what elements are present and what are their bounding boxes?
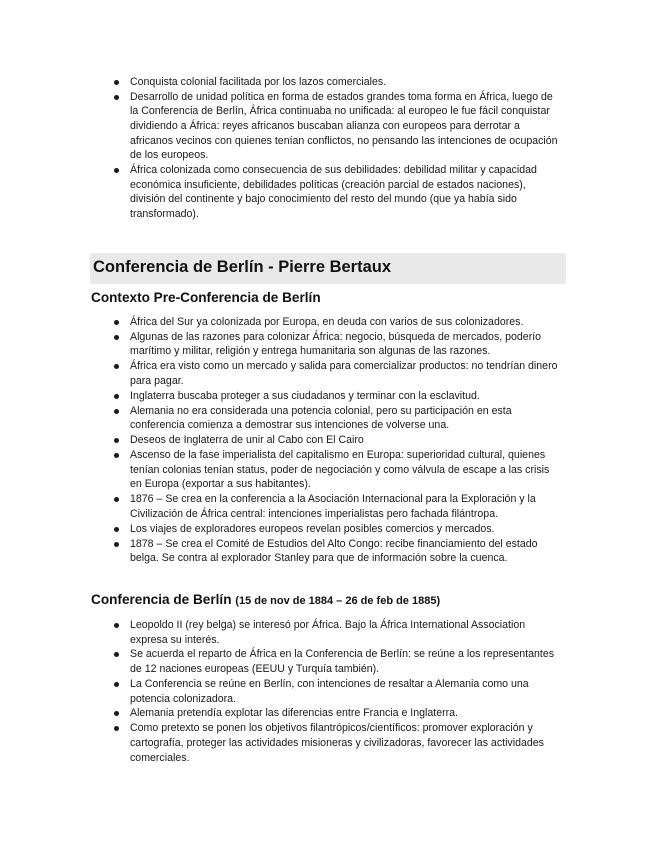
list-item: Alemania no era considerada una potencia colonial, pero su participación en esta conferencia comienza a demostrar sus intenciones de volverse una. xyxy=(0,404,655,433)
list-item: Leopoldo II (rey belga) se interesó por África. Bajo la África International Association expresa su interés. xyxy=(0,618,655,647)
list-item: África colonizada como consecuencia de sus debilidades: debilidad militar y capacidad económica insuficiente, debilidades políticas (creación parcial de estados naciones), división del continente y bajo conocimiento del resto del mundo (que ya había sido transformado). xyxy=(0,163,655,221)
list-item: Ascenso de la fase imperialista del capitalismo en Europa: superioridad cultural, quienes tenían colonias tenían status, poder de negociación y como válvula de escape a las crisis en Europa (exportar a sus habitantes). xyxy=(0,448,655,492)
list-item: 1876 – Se crea en la conferencia a la Asociación Internacional para la Exploración y la Civilización de África central: intenciones imperialistas pero fachada filántropa. xyxy=(0,492,655,521)
list-item: Deseos de Inglaterra de unir al Cabo con El Cairo xyxy=(0,433,655,448)
section-heading-band xyxy=(90,253,566,284)
conferencia-heading xyxy=(91,591,440,610)
section-title: Conferencia de Berlín - Pierre Bertaux xyxy=(93,258,392,276)
list-item: África del Sur ya colonizada por Europa, en deuda con varios de sus colonizadores. xyxy=(0,315,655,330)
list-item: Conquista colonial facilitada por los lazos comerciales. xyxy=(0,75,655,90)
conferencia-dates: (15 de nov de 1884 – 26 de feb de 1885) xyxy=(235,595,441,607)
list-item: 1878 – Se crea el Comité de Estudios del Alto Congo: recibe financiamiento del estado belga. Se contra al explorador Stanley para que de información sobre la cuenca. xyxy=(0,537,655,566)
conferencia-bullet-list xyxy=(0,618,655,765)
list-item: La Conferencia se reúne en Berlín, con intenciones de resaltar a Alemania como una potencia colonizadora. xyxy=(0,677,655,706)
list-item: Alemania pretendía explotar las diferencias entre Francia e Inglaterra. xyxy=(0,706,655,721)
intro-bullet-list xyxy=(0,75,655,222)
contexto-bullet-list xyxy=(0,315,655,566)
list-item: Algunas de las razones para colonizar África: negocio, búsqueda de mercados, poderío marítimo y militar, religión y entrega humanitaria son algunas de las razones. xyxy=(0,330,655,359)
conferencia-heading-text: Conferencia de Berlín xyxy=(91,592,232,607)
list-item: Desarrollo de unidad política en forma de estados grandes toma forma en África, luego de la Conferencia de Berlín, África continuaba no unificada: al europeo le fue fácil conquistar dividiendo a África: reyes africanos buscaban alianza con europeos para derrotar a africanos vecinos con quienes tenían conflictos, no pensando las intenciones de ocupación de los europeos. xyxy=(0,90,655,163)
list-item: África era visto como un mercado y salida para comercializar productos: no tendrían dinero para pagar. xyxy=(0,359,655,388)
list-item: Inglaterra buscaba proteger a sus ciudadanos y terminar con la esclavitud. xyxy=(0,389,655,404)
list-item: Los viajes de exploradores europeos revelan posibles comercios y mercados. xyxy=(0,522,655,537)
list-item: Se acuerda el reparto de África en la Conferencia de Berlín: se reúne a los representantes de 12 naciones europeas (EEUU y Turquía también). xyxy=(0,647,655,676)
contexto-heading: Contexto Pre-Conferencia de Berlín xyxy=(91,290,321,305)
list-item: Como pretexto se ponen los objetivos filantrópicos/científicos: promover exploración y cartografía, proteger las actividades misioneras y civilizadoras, favorecer las actividades comerciales. xyxy=(0,721,655,765)
